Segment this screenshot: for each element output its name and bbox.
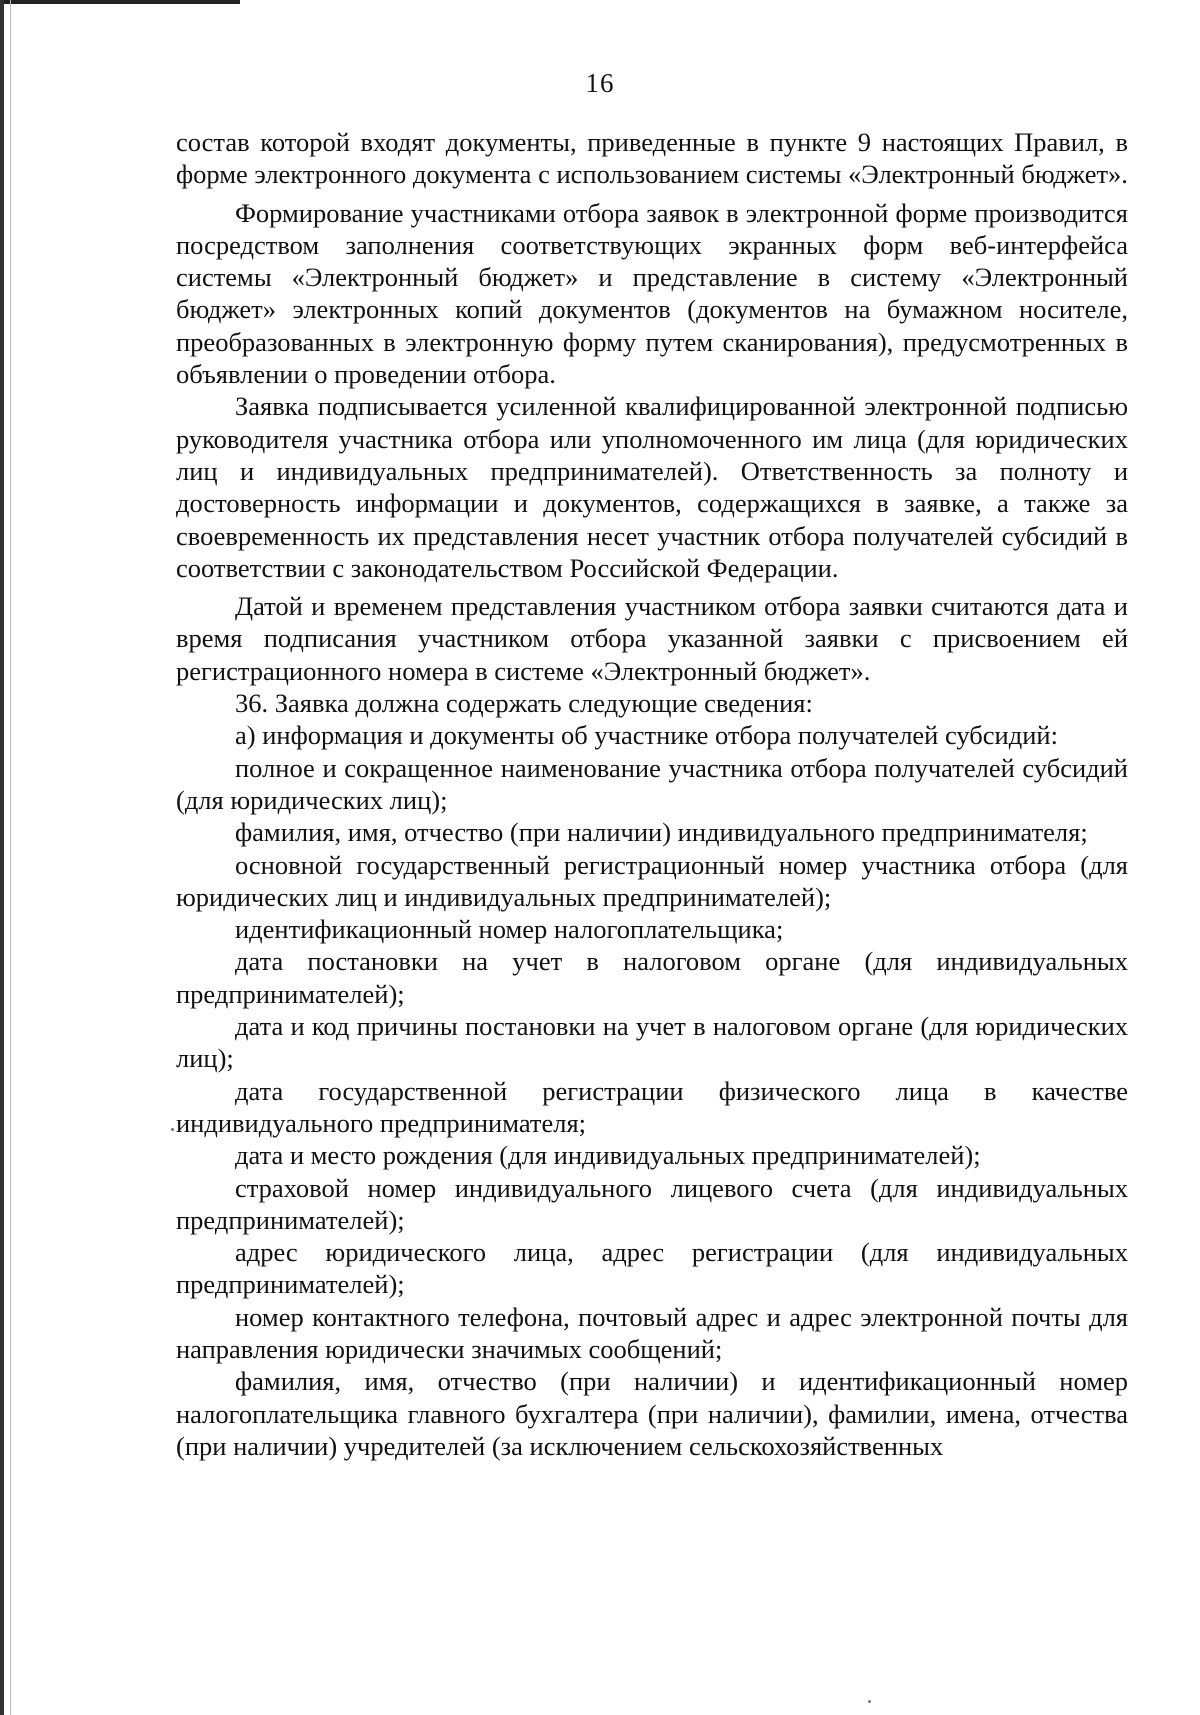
paragraph: фамилия, имя, отчество (при наличии) и идентификационный номер налогоплательщика главного бухгалтера (при наличии), фамилии, имена, отчества (при наличии) учредителей (за исключением сельскохозяйственных	[176, 1366, 1128, 1461]
page-number: 16	[585, 68, 615, 98]
paragraph: Формирование участниками отбора заявок в электронной форме производится посредством заполнения соответствующих экранных форм веб-интерфейса системы «Электронный бюджет» и представление в систему «Электронный бюджет» электронных копий документов (документов на бумажном носителе, преобразованных в электронную форму путем сканирования), предусмотренных в объявлении о проведении отбора.	[176, 197, 1128, 390]
scan-edge-left	[0, 0, 4, 1715]
paragraph: страховой номер индивидуального лицевого счета (для индивидуальных предпринимателей);	[176, 1172, 1128, 1235]
paragraph: номер контактного телефона, почтовый адрес и адрес электронной почты для направления юридически значимых сообщений;	[176, 1301, 1128, 1364]
scan-speck	[868, 1700, 871, 1703]
paragraph: дата и место рождения (для индивидуальных предпринимателей);	[235, 1140, 981, 1171]
paragraph: полное и сокращенное наименование участника отбора получателей субсидий (для юридических лиц);	[176, 752, 1128, 815]
paragraph: дата постановки на учет в налоговом органе (для индивидуальных предпринимателей);	[176, 946, 1128, 1009]
paragraph: адрес юридического лица, адрес регистрации (для индивидуальных предпринимателей);	[176, 1237, 1128, 1300]
paragraph: 36. Заявка должна содержать следующие сведения:	[235, 688, 813, 719]
paragraph: а) информация и документы об участнике отбора получателей субсидий:	[235, 720, 1058, 751]
paragraph: идентификационный номер налогоплательщика;	[235, 914, 784, 945]
scan-edge-top	[0, 0, 240, 4]
paragraph: Заявка подписывается усиленной квалифицированной электронной подписью руководителя участника отбора или уполномоченного им лица (для юридических лиц и индивидуальных предпринимателей). Ответственность за полноту и достоверность информации и документов, содержащихся в заявке, а также за своевременность их представления несет участник отбора получателей субсидий в соответствии с законодательством Российской Федерации.	[176, 391, 1128, 583]
paragraph: Датой и временем представления участником отбора заявки считаются дата и время подписания участником отбора указанной заявки с присвоением ей регистрационного номера в системе «Электронный бюджет».	[176, 591, 1128, 686]
paragraph: состав которой входят документы, приведенные в пункте 9 настоящих Правил, в форме электронного документа с использованием системы «Электронный бюджет».	[176, 127, 1128, 190]
paragraph: основной государственный регистрационный номер участника отбора (для юридических лиц и индивидуальных предпринимателей);	[176, 849, 1128, 912]
scan-speck	[171, 1128, 174, 1131]
paragraph: фамилия, имя, отчество (при наличии) индивидуального предпринимателя;	[235, 817, 1088, 848]
scan-edge-line	[10, 0, 11, 1715]
document-body	[176, 126, 1128, 1462]
paragraph: дата и код причины постановки на учет в налоговом органе (для юридических лиц);	[176, 1011, 1128, 1074]
paragraph: дата государственной регистрации физического лица в качестве индивидуального предпринимателя;	[176, 1075, 1128, 1138]
